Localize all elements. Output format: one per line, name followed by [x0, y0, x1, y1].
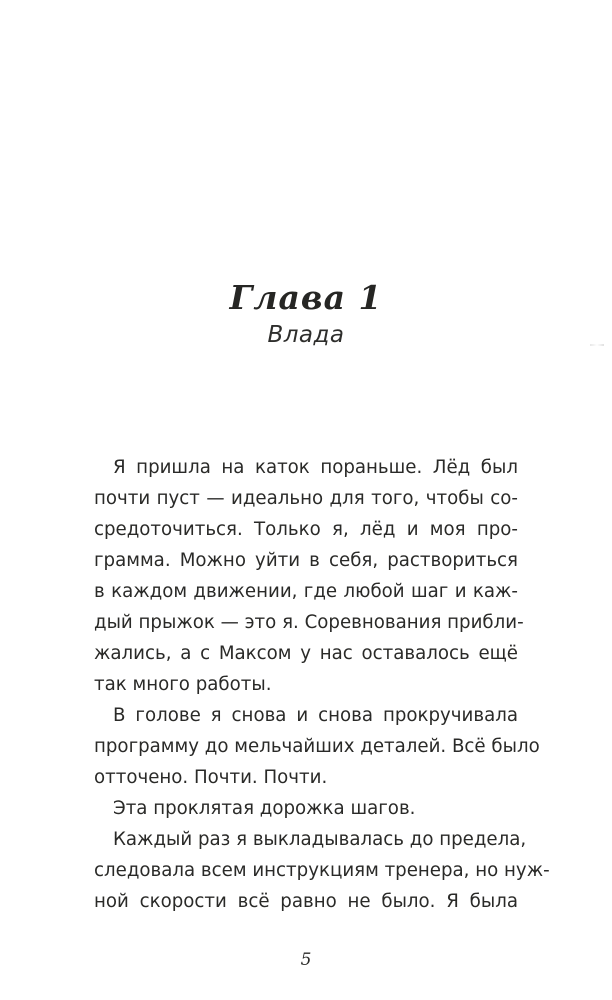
- scan-edge-mark: [590, 344, 604, 346]
- text-line: Каждый раз я выкладывалась до предела,: [113, 829, 527, 850]
- text-line: следовала всем инструкциям тренера, но нуж-: [94, 860, 550, 881]
- chapter-title: Глава 1: [229, 278, 383, 317]
- text-line: в каждом движении, где любой шаг и каж-: [94, 581, 518, 602]
- text-line: Эта проклятая дорожка шагов.: [113, 798, 416, 819]
- text-line: дый прыжок — это я. Соревнования прибли-: [94, 612, 524, 633]
- body-text: [94, 452, 550, 917]
- chapter-subtitle: Влада: [267, 322, 345, 348]
- text-line: жались, а с Максом у нас оставалось ещё: [94, 643, 518, 664]
- text-line: Я пришла на каток пораньше. Лёд был: [113, 457, 518, 478]
- text-line: отточено. Почти. Почти.: [94, 767, 328, 788]
- text-line: В голове я снова и снова прокручивала: [113, 705, 518, 726]
- page-number: 5: [300, 950, 312, 970]
- text-line: программу до мельчайших деталей. Всё было: [94, 736, 540, 757]
- text-line: средоточиться. Только я, лёд и моя про-: [94, 519, 518, 540]
- text-line: грамма. Можно уйти в себя, раствориться: [94, 550, 518, 571]
- text-line: почти пуст — идеально для того, чтобы со-: [94, 488, 518, 509]
- text-line: ной скорости всё равно не было. Я была: [94, 891, 518, 912]
- text-line: так много работы.: [94, 674, 272, 695]
